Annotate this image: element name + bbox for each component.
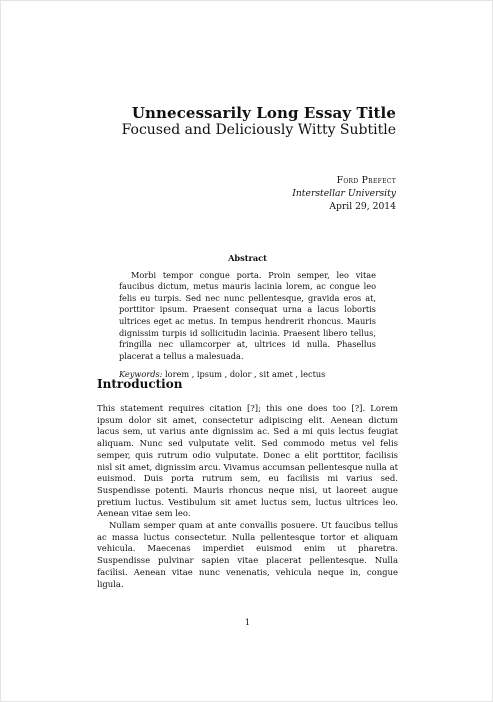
abstract-heading: Abstract xyxy=(228,253,267,263)
author-affiliation: Interstellar University xyxy=(292,188,396,199)
section-introduction xyxy=(97,377,398,590)
document-title: Unnecessarily Long Essay Title xyxy=(131,104,396,122)
paragraph: Nullam semper quam at ante convallis posuere. Ut faucibus tellus ac massa luctus consectetur. Nulla pellentesque tortor et aliquam vehicula. Maecenas imperdiet euismod enim ut pharetra. Suspendisse pulvinar sapien vitae placerat pellentesque. Nulla facilisi. Aenean vitae nunc venenatis, vehicula neque in, congue ligula. xyxy=(97,520,398,589)
abstract-text: Morbi tempor congue porta. Proin semper, leo vitae faucibus dictum, metus mauris lacinia lorem, ac congue leo felis eu turpis. Sed nec nunc pellentesque, gravida eros at, porttitor ipsum. Praesent consequat urna a lacus lobortis ultrices eget ac metus. In tempus hendrerit rhoncus. Mauris dignissim turpis id sollicitudin lacinia. Praesent libero tellus, fringilla nec ullamcorper at, ultrices id nulla. Phasellus placerat a tellus a malesuada. xyxy=(119,269,376,361)
paragraph: This statement requires citation [?]; this one does too [?]. Lorem ipsum dolor sit amet, consectetur adipiscing elit. Aenean dictum lacus sem, ut varius ante dignissim ac. Sed a mi quis lectus feugiat aliquam. Nunc sed vulputate velit. Sed commodo metus vel felis semper, quis rutrum odio vulputate. Donec a elit porttitor, facilisis nisl sit amet, dignissim arcu. Vivamus accumsan pellentesque nulla at euismod. Duis porta rutrum sem, eu facilisis mi varius sed. Suspendisse potenti. Mauris rhoncus neque nisi, ut laoreet augue pretium luctus. Vestibulum sit amet luctus sem, luctus ultrices leo. Aenean vitae sem leo. xyxy=(97,403,398,519)
title-block xyxy=(122,104,396,139)
document-date: April 29, 2014 xyxy=(329,201,396,212)
abstract xyxy=(119,253,376,381)
section-heading: Introduction xyxy=(97,377,183,391)
page-number: 1 xyxy=(244,618,251,628)
author-block xyxy=(292,174,396,213)
author-name: Ford Prefect xyxy=(336,175,396,186)
document-subtitle: Focused and Deliciously Witty Subtitle xyxy=(121,122,396,138)
keywords-label: Keywords: xyxy=(119,369,163,380)
keywords-list: lorem , ipsum , dolor , sit amet , lectus xyxy=(165,369,326,380)
